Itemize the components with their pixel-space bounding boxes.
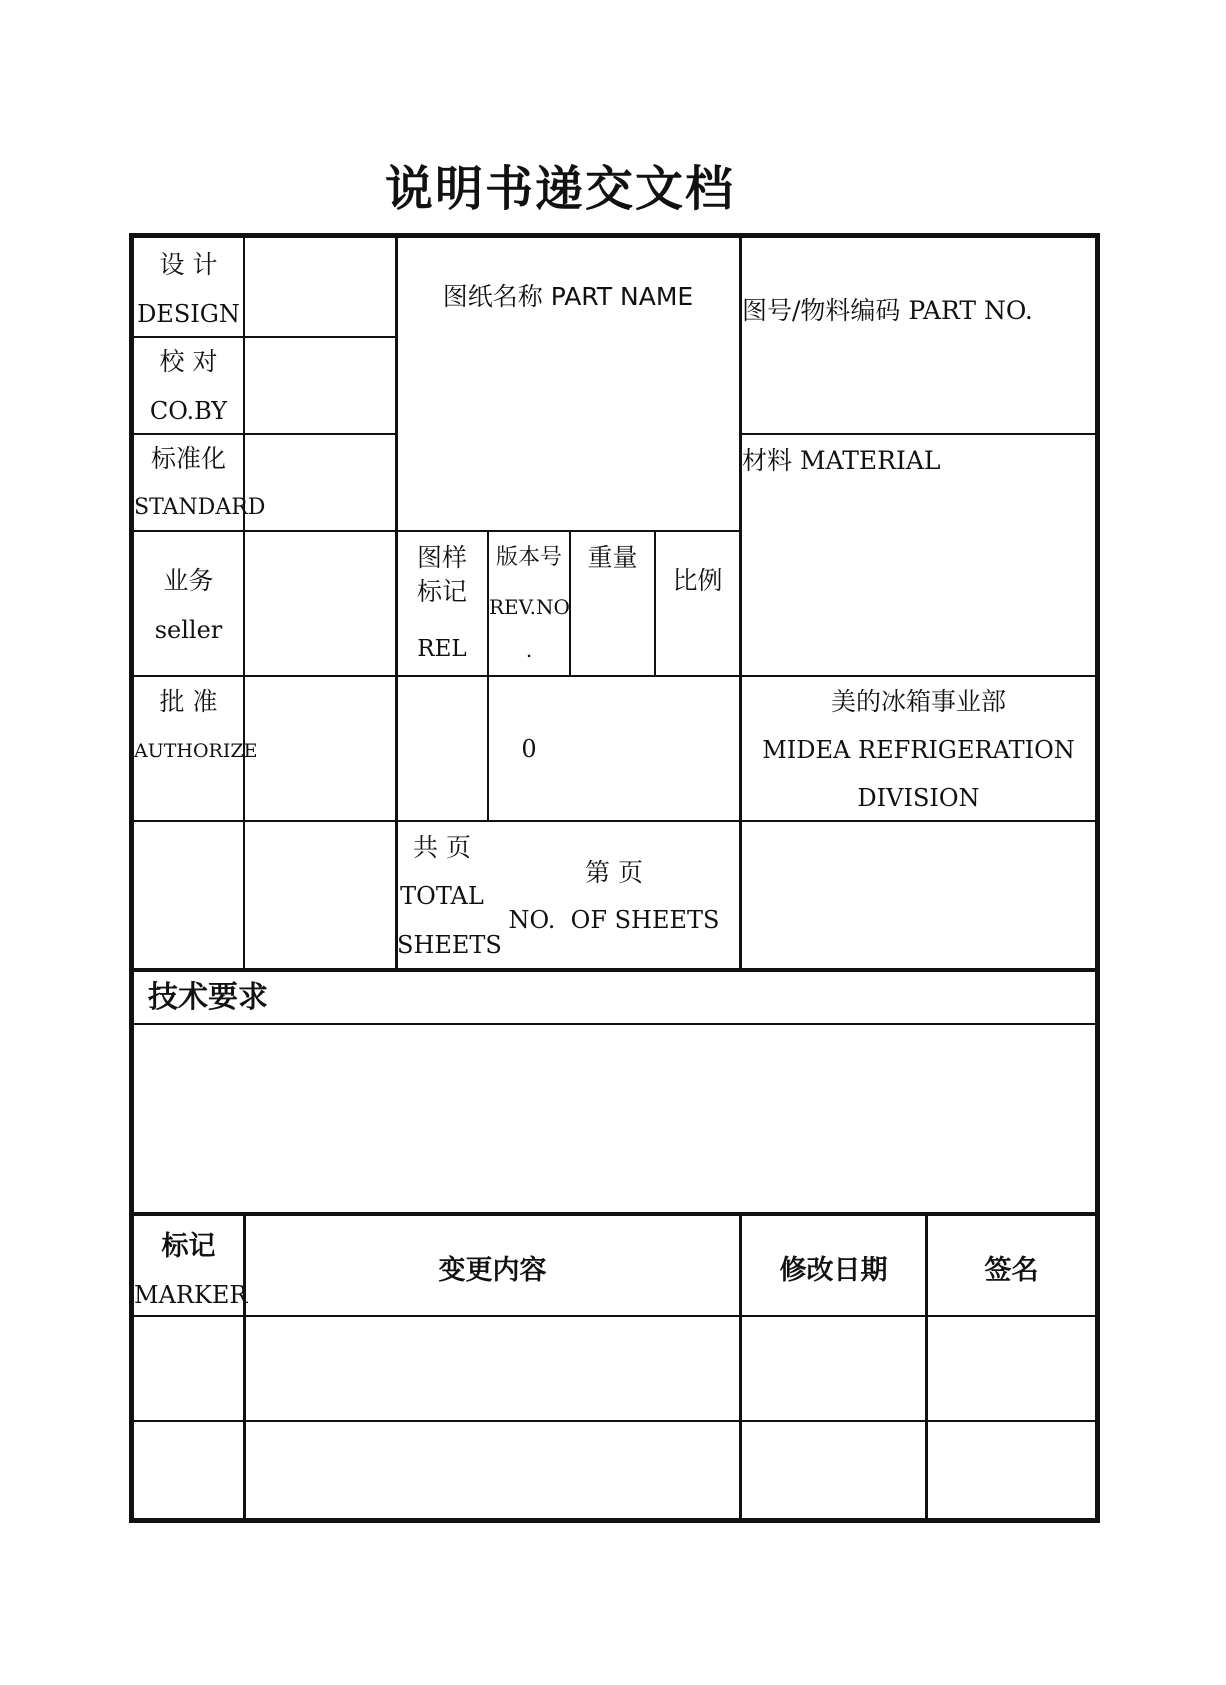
authorize-label-cn: 批 准 — [159, 687, 218, 716]
standard-label-en: STANDARD — [134, 495, 266, 520]
tech-requirements-area — [134, 1026, 1095, 1212]
marker-label-en: MARKER — [134, 1281, 248, 1309]
section-divider — [134, 1212, 1095, 1216]
sheet-label-en: NO. OF SHEETS — [508, 906, 720, 934]
tech-requirements-label: 技术要求 — [148, 980, 268, 1015]
row-divider — [134, 530, 740, 532]
row-divider — [134, 336, 396, 338]
seller-label-cn: 业务 — [163, 566, 214, 595]
part-name-label: 图纸名称 PART NAME — [442, 282, 694, 311]
page-title: 说明书递交文档 — [384, 161, 735, 217]
sheet-label-cn: 第 页 — [585, 858, 643, 887]
row-divider — [134, 820, 1095, 822]
row-divider — [740, 433, 1095, 435]
table-row — [134, 1317, 1095, 1420]
signature-header: 签名 — [984, 1255, 1039, 1286]
part-no-label: 图号/物料编码 PART NO. — [742, 296, 1033, 325]
standard-label-cn: 标准化 — [150, 444, 226, 473]
rev-label-dot: . — [525, 638, 533, 662]
rel-label-cn-2: 标记 — [416, 577, 467, 606]
row-divider — [134, 675, 1095, 677]
authorize-label-en: AUTHORIZE — [134, 740, 258, 762]
design-label-cn: 设 计 — [159, 250, 218, 279]
weight-label: 重量 — [587, 543, 638, 572]
division-en-2: DIVISION — [857, 784, 980, 812]
col-divider — [654, 530, 656, 675]
col-divider — [487, 530, 489, 820]
table-row — [134, 1422, 1095, 1518]
design-label-en: DESIGN — [137, 300, 240, 328]
section-divider — [134, 968, 1095, 972]
change-content-header: 变更内容 — [438, 1255, 547, 1286]
total-label-en-2: SHEETS — [397, 931, 502, 959]
rel-label-en: REL — [417, 636, 467, 662]
rev-label-cn: 版本号 — [495, 545, 562, 570]
material-label: 材料 MATERIAL — [742, 446, 941, 475]
col-divider — [739, 238, 742, 968]
checked-label-en: CO.BY — [149, 397, 228, 425]
division-en-1: MIDEA REFRIGERATION — [762, 736, 1075, 764]
rel-label-cn-1: 图样 — [416, 543, 467, 572]
total-label-en-1: TOTAL — [400, 882, 484, 910]
rev-value: 0 — [521, 735, 537, 763]
marker-label-cn: 标记 — [161, 1231, 216, 1262]
total-label-cn: 共 页 — [413, 833, 471, 862]
col-divider — [243, 238, 245, 968]
section-divider — [134, 1023, 1095, 1025]
scale-label: 比例 — [672, 566, 723, 595]
change-date-header: 修改日期 — [779, 1255, 888, 1286]
division-cn: 美的冰箱事业部 — [830, 687, 1006, 716]
checked-label-cn: 校 对 — [159, 347, 218, 376]
rev-label-en: REV.NO — [489, 595, 570, 619]
row-divider — [134, 433, 396, 435]
seller-label-en: seller — [154, 616, 223, 644]
